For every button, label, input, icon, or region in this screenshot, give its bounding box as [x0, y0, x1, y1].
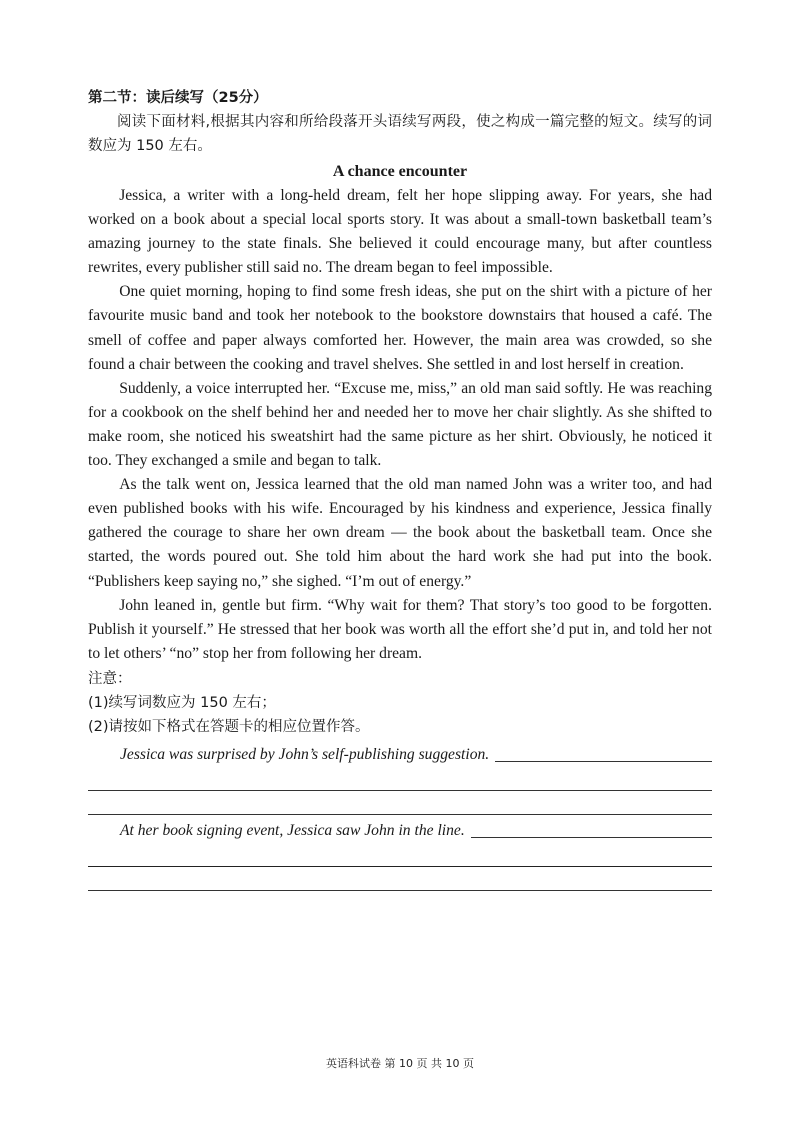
exam-page — [88, 86, 712, 891]
story-paragraph: One quiet morning, hoping to find some fresh ideas, she put on the shirt with a picture of her favourite music band and took her notebook to the bookstore downstairs that housed a café. The smell of coffee and paper always comforted her. However, the main area was crowded, so she found a chair between the cooking and travel shelves. She settled in and lost herself in creation. — [88, 283, 712, 373]
continuation-prompt-2 — [88, 819, 712, 843]
continuation-prompt-1 — [88, 743, 712, 767]
answer-line[interactable] — [88, 791, 712, 815]
note-item: (2)请按如下格式在答题卡的相应位置作答。 — [88, 718, 370, 735]
notes-block — [88, 667, 712, 739]
section-title: 第二节：读后续写（25分） — [88, 90, 268, 106]
prompt-sentence: Jessica was surprised by John’s self-publishing suggestion. — [120, 745, 490, 763]
story-paragraph: Jessica, a writer with a long-held dream, felt her hope slipping away. For years, she had worked on a book about a special local sports story. It was about a small-town basketball team’s amazing journey to the state finals. She believed it could encourage many, but after countless rewrites, every publisher still said no. The dream began to feel impossible. — [88, 187, 712, 277]
story-body — [88, 184, 712, 666]
answer-line[interactable] — [471, 837, 712, 838]
answer-line[interactable] — [88, 867, 712, 891]
story-title: A chance encounter — [332, 163, 468, 180]
answer-line[interactable] — [88, 843, 712, 867]
note-item: (1)续写词数应为 150 左右； — [88, 694, 276, 711]
prompt-sentence: At her book signing event, Jessica saw John in the line. — [120, 821, 465, 839]
notes-heading: 注意： — [88, 670, 132, 687]
story-paragraph: As the talk went on, Jessica learned that the old man named John was a writer too, and had even published books with his wife. Encouraged by his kindness and experience, Jessica finally gathered the courage to share her own dream — the book about the basketball team. Once she started, the words poured out. She told him about the hard work she had put into the book. “Publishers keep saying no,” she sighed. “I’m out of energy.” — [88, 476, 712, 590]
story-paragraph: Suddenly, a voice interrupted her. “Excuse me, miss,” an old man said softly. He was reaching for a cookbook on the shelf behind her and needed her to move her chair slightly. As she shifted to make room, she noticed his sweatshirt had the same picture as her shirt. Obviously, he noticed it too. They exchanged a smile and began to talk. — [88, 379, 712, 470]
section-instruction: 阅读下面材料,根据其内容和所给段落开头语续写两段，使之构成一篇完整的短文。续写的词数应为 150 左右。 — [88, 114, 712, 154]
answer-line[interactable] — [88, 767, 712, 791]
story-paragraph: John leaned in, gentle but firm. “Why wait for them? That story’s too good to be forgotten. Publish it yourself.” He stressed that her book was worth all the effort she’d put in, and told her not to let others’ “no” stop her from following her dream. — [88, 596, 712, 662]
answer-line[interactable] — [495, 761, 712, 762]
page-footer: 英语科试卷 第 10 页 共 10 页 — [326, 1057, 474, 1070]
